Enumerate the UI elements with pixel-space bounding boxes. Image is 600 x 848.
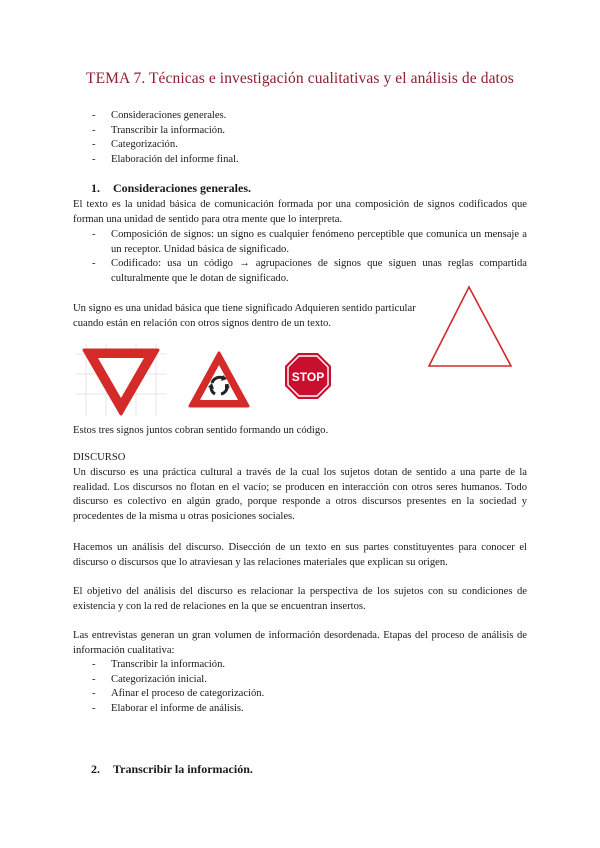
roundabout-sign-image <box>187 350 251 410</box>
discurso-paragraph: Hacemos un análisis del discurso. Disección de un texto en sus partes constituyentes para conocer el discurso o discursos que lo atraviesan y las relaciones materiales que explican su origen. <box>73 542 527 568</box>
section-heading-2 <box>91 762 253 777</box>
toc-item: - Transcribir la información. <box>92 124 392 139</box>
toc-list <box>92 109 392 167</box>
section1-bullets <box>92 228 527 286</box>
step-item: - Transcribir la información. <box>92 658 492 673</box>
sign-definition <box>73 302 443 331</box>
toc-item: - Consideraciones generales. <box>92 109 392 124</box>
section1-intro: El texto es la unidad básica de comunicación formada por una composición de signos codificados que forman una unidad de sentido para otra mente que lo interpreta. <box>73 199 527 225</box>
section-title: Consideraciones generales. <box>113 181 251 195</box>
section-heading-1 <box>91 181 251 196</box>
sign-definition-line: Un signo es una unidad básica que tiene significado Adquieren sentido particular <box>73 303 416 314</box>
discurso-label: DISCURSO <box>73 452 126 463</box>
sign-definition-line: cuando están en relación con otros signos dentro de un texto. <box>73 317 332 329</box>
toc-item: - Elaboración del informe final. <box>92 153 392 168</box>
section-number: 1. <box>91 181 100 195</box>
discurso-paragraph: El objetivo del análisis del discurso es relacionar la perspectiva de los sujetos con su condiciones de existencia y con la red de relaciones en la que se encuentran insertos. <box>73 586 527 612</box>
step-item: - Afinar el proceso de categorización. <box>92 687 492 702</box>
yield-sign-image <box>76 344 166 416</box>
step-item: - Elaborar el informe de análisis. <box>92 702 492 717</box>
stop-sign-label: STOP <box>291 370 325 384</box>
discurso-paragraph: Un discurso es una práctica cultural a través de la cual los sujetos dotan de sentido a una parte de la realidad. Los discursos no flotan en el vacío; se producen en interacción con otros seres humanos. Todo discurso es colectivo en algún grado, porque responde a otros discursos presentes en la sociedad y procedentes de la misma u otras posiciones sociales. <box>73 467 527 522</box>
analysis-steps-list <box>92 658 492 716</box>
stop-sign-image <box>284 352 332 400</box>
section-number: 2. <box>91 762 100 776</box>
page-title: TEMA 7. Técnicas e investigación cualitativas y el análisis de datos <box>86 70 514 87</box>
signs-caption: Estos tres signos juntos cobran sentido formando un código. <box>73 425 329 436</box>
toc-item: - Categorización. <box>92 138 392 153</box>
section-title: Transcribir la información. <box>113 762 253 776</box>
bullet-item: - Codificado: usa un código → agrupaciones de signos que siguen unas reglas compartida culturalmente que le dotan de significado. <box>92 257 527 286</box>
bullet-item: - Composición de signos: un signo es cualquier fenómeno perceptible que comunica un mensaje a un receptor. Unidad básica de significado. <box>92 228 527 257</box>
discurso-paragraph: Las entrevistas generan un gran volumen de información desordenada. Etapas del proceso de análisis de información cualitativa: <box>73 630 527 656</box>
step-item: - Categorización inicial. <box>92 673 492 688</box>
outline-triangle-image <box>426 282 514 372</box>
